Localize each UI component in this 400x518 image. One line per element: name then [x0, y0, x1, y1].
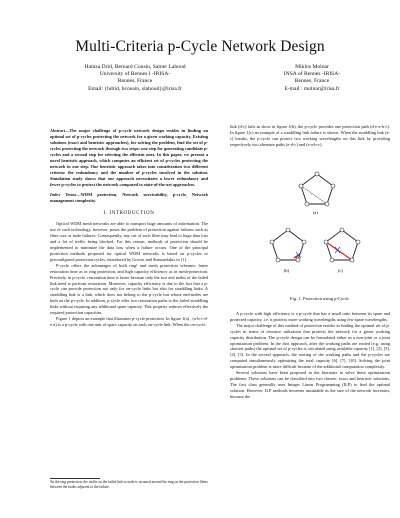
straddling-link-a: [301, 186, 327, 204]
abstract-text: —The major challenge of p-cycle network design resides in finding an optimal set of p-cycles protecting the network for a given working capacity. Existing solutions (exact and heuristic approaches), for solving the problem, find the set of p-cycles protecting the network through two steps: one step for generating candidate p-cycles and a second step for selecting the efficient ones. In this paper, we present a novel heuristic approach, which computes an efficient set of p-cycles protecting the network in one step. Our heuristic approach takes into consideration two different criteria: the redundancy and the number of p-cycles involved in the solution. Simulation study shows that our approach necessitates a lower redundancy and fewer p-cycles to protect the network compared to state-of-the-art approaches.: [50, 128, 208, 187]
footnote-rule: [50, 478, 100, 479]
figure-1: [262, 170, 372, 292]
figure-caption: Fig. 1. Protection using p-Cycle: [290, 296, 349, 301]
author-city: Rennes, France: [117, 78, 153, 85]
author-block-right: [252, 64, 372, 93]
right-column-bottom: [230, 311, 390, 400]
author-affiliation: University of Rennes I -IRISA-: [99, 71, 171, 78]
author-city: Rennes, France: [294, 78, 330, 85]
author-email: Email: {hdrid, bcousin, slahoud}@irisa.fr: [88, 85, 182, 92]
abstract-label: Abstract: [50, 128, 65, 134]
abstract: [50, 128, 208, 187]
fig-panel-c: [324, 228, 360, 273]
author-names: Miklos Molnar: [295, 64, 329, 70]
footnote: ¹In the ring protection; the traffic on the failed link or node is rerouted around the ring on the protection fibers between the nodes adjacent to the failure.: [50, 480, 208, 489]
author-block-left: [60, 64, 210, 93]
author-names: Hamza Drid, Bernard Cousin, Samer Lahoud: [84, 64, 186, 70]
label-c: (c): [338, 268, 343, 273]
right-paragraph-1: link (d-c) fails as show in figure 1(b), the p-cycle provides one protection path (d-e-a-b-c). In figure 1(c) an example of a straddling link failure is shown. When the straddling link (e-c) breaks, the p-cycle can protect two working wavelengths on this link by providing respectively two alternate paths (e-d-c) and (e-a-b-c).: [230, 124, 390, 147]
index-terms: [50, 192, 208, 204]
right-paragraph-4: Several solutions have been proposed in the literature to solve these optimization problems. These solutions can be classified into two classes: exact and heuristic solutions. The first class generally uses Integer Linear Programming (ILP) to find the optimal solution. However, ILP methods becomes unsuitable as the size of the network increases, because the: [230, 370, 390, 399]
index-terms-label: Index Terms: [50, 191, 77, 197]
fig-panel-a: [299, 172, 335, 215]
right-paragraph-3: The major challenge of this method of protection resides in finding the optimal set of p-cycles in terms of resource utilization that protects the network for a given working capacity distribution. The p-cycle design can be formulated either as a non-joint or a joint optimization problem. In the first approach, after the working paths are routed (e.g. using shortest paths) the optimal set of p-cycles is calculated using available capacity [1], [2], [3], [4], [5]. In the second approach, the routing of the working paths and the p-cycles are computed simultaneously optimizing the total capacity [6], [7], [10]. Solving the joint optimization problem is more difficult because of the additional computation complexity.: [230, 322, 390, 370]
intro-paragraph-3: Figure 1 depicts an example that illustrates p-cycle protection. In figure 1(a) , (a-b-c-d-e-a) is a p-cycle with one unit of spare capacity on each on-cycle link. When the on-cycle: [50, 315, 208, 327]
author-affiliation: INSA of Rennes -IRISA-: [283, 71, 341, 78]
paper-title: Multi-Criteria p-Cycle Network Design: [75, 38, 325, 55]
section-heading: I. INTRODUCTION: [103, 210, 155, 216]
label-b: (b): [284, 268, 290, 273]
right-paragraph-2: A p-cycle with high efficiency is a p-cycle that has a small ratio between its spare and protected capacity, i.e. it protects more working wavelengths using few spare wavelengths.: [230, 311, 390, 322]
label-a: (a): [313, 210, 318, 215]
intro-paragraph-2: P-cycle offers the advantages of both ring¹ and mesh protection schemes: faster restoration time as in ring protection, and high capacity efficiency as in mesh-protection. Precisely, in p-cycle, restoration time is faster because only the two end nodes of the failed link need to perform restoration. Moreover, capacity efficiency is due to the fact that a p-cycle can provide protection not only for on-cycle links but also for straddling links. A straddling link is a link, which does not belong to the p-cycle but whose end-nodes are both on the p-cycle. In addition, p-cycle offer two restoration paths to the failed straddling links without requiring any additional spare capacity. This property reduces effectively the required protection capacities.: [50, 262, 208, 316]
intro-paragraph-1: Optical WDM mesh networks are able to transport huge amounts of information. The use of such technology, however, poses the problem of protection against failures such as fiber cuts or node failures. Consequently, any cut of such fiber may lead to huge data loss and a lot of traffic being blocked. For this reason, methods of protection should be implemented to minimize the data loss when a failure occurs. One of the principal protection methods proposed for optical WDM networks is based on p-cycles or preconfigured protection cycles, introduced by Grover and Stamatelakis in [1].: [50, 221, 208, 262]
right-column-top: [230, 124, 390, 174]
left-column: [50, 124, 208, 328]
fig-panel-b: [270, 228, 306, 273]
index-terms-text: —WDM protection, Network survivability, p-cycle, Network management complexity.: [50, 191, 209, 203]
author-email: E-mail : molnar@irisa.fr: [284, 85, 340, 92]
